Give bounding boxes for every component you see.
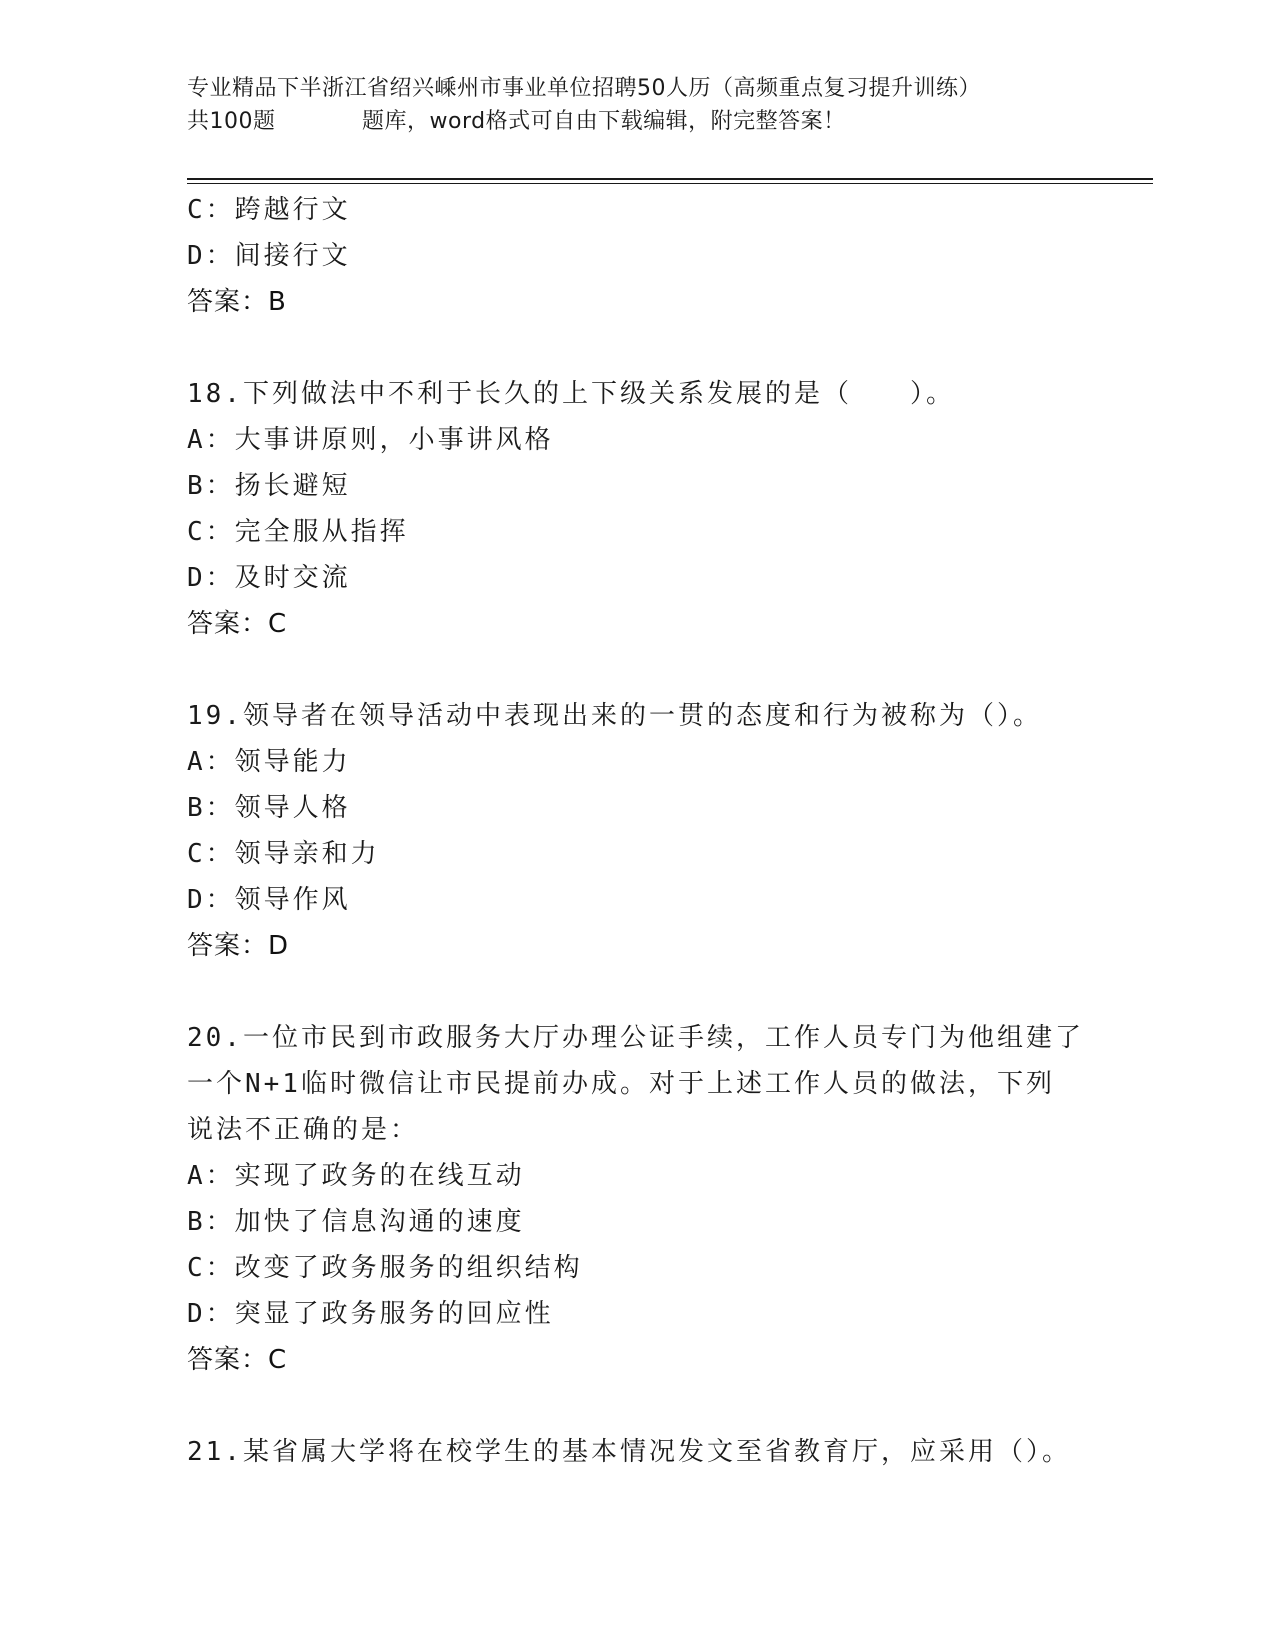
question-count: 共100题 xyxy=(187,109,276,134)
option-a: A：领导能力 xyxy=(187,747,351,777)
question-21 xyxy=(187,1429,1107,1475)
option-c: C：完全服从指挥 xyxy=(187,517,409,547)
option-b: B：领导人格 xyxy=(187,793,351,823)
header-subtitle-row xyxy=(187,105,1147,138)
question-17-tail xyxy=(187,187,1107,325)
option-c: C：改变了政务服务的组织结构 xyxy=(187,1253,583,1283)
spacer xyxy=(187,325,1107,371)
answer-label: 答案：B xyxy=(187,287,287,317)
header-title: 专业精品下半浙江省绍兴嵊州市事业单位招聘50人历（高频重点复习提升训练） xyxy=(187,76,981,101)
question-20 xyxy=(187,1015,1107,1383)
header-divider-thin xyxy=(187,183,1153,184)
option-c: C：领导亲和力 xyxy=(187,839,380,869)
question-stem-line-1: 20.一位市民到市政服务大厅办理公证手续，工作人员专门为他组建了 xyxy=(187,1023,1084,1053)
option-c: C：跨越行文 xyxy=(187,195,351,225)
spacer xyxy=(187,647,1107,693)
answer-label: 答案：D xyxy=(187,931,290,961)
option-d: D：领导作风 xyxy=(187,885,351,915)
answer-label: 答案：C xyxy=(187,1345,288,1375)
question-stem-line-3: 说法不正确的是： xyxy=(187,1115,420,1145)
question-stem: 21.某省属大学将在校学生的基本情况发文至省教育厅，应采用（）。 xyxy=(187,1437,1071,1467)
option-a: A：大事讲原则，小事讲风格 xyxy=(187,425,554,455)
spacer xyxy=(187,969,1107,1015)
option-d: D：突显了政务服务的回应性 xyxy=(187,1299,554,1329)
document-header xyxy=(187,72,1147,138)
header-divider-thick xyxy=(187,178,1153,180)
question-list xyxy=(187,187,1107,1475)
option-d: D：及时交流 xyxy=(187,563,351,593)
spacer xyxy=(187,1383,1107,1429)
option-d: D：间接行文 xyxy=(187,241,351,271)
question-stem-line-2: 一个N+1临时微信让市民提前办成。对于上述工作人员的做法，下列 xyxy=(187,1069,1055,1099)
question-19 xyxy=(187,693,1107,969)
answer-label: 答案：C xyxy=(187,609,288,639)
question-stem: 19.领导者在领导活动中表现出来的一贯的态度和行为被称为（）。 xyxy=(187,701,1042,731)
option-a: A：实现了政务的在线互动 xyxy=(187,1161,525,1191)
header-subtitle: 题库，word格式可自由下载编辑，附完整答案！ xyxy=(362,109,846,134)
question-18 xyxy=(187,371,1107,647)
option-b: B：扬长避短 xyxy=(187,471,351,501)
option-b: B：加快了信息沟通的速度 xyxy=(187,1207,525,1237)
question-stem: 18.下列做法中不利于长久的上下级关系发展的是（ ）。 xyxy=(187,379,955,409)
